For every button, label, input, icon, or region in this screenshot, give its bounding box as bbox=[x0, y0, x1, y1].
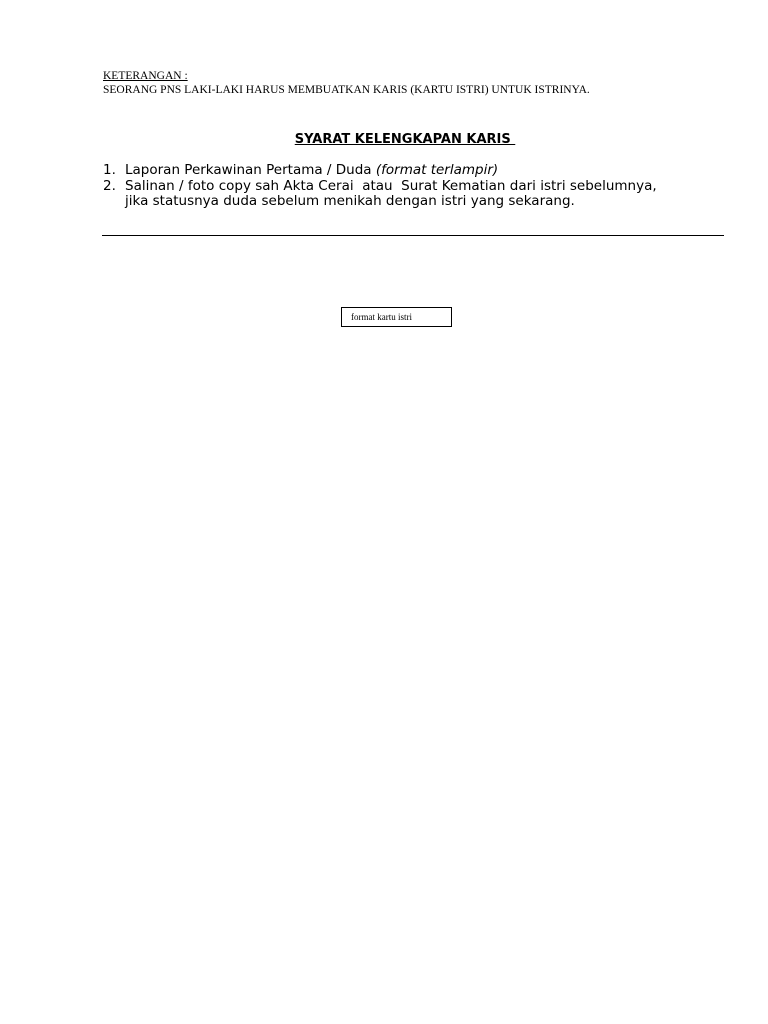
format-kartu-istri-box: format kartu istri bbox=[341, 307, 452, 327]
horizontal-divider bbox=[102, 235, 724, 236]
note-label: KETERANGAN : bbox=[103, 70, 188, 82]
list-item-number: 1. bbox=[103, 162, 116, 178]
list-item-number: 2. bbox=[103, 177, 116, 194]
list-item-line bbox=[125, 163, 728, 179]
list-item-line: Salinan / foto copy sah Akta Cerai atau Surat Kematian dari istri sebelumnya, bbox=[125, 177, 657, 194]
document-title: SYARAT KELENGKAPAN KARIS bbox=[294, 132, 516, 147]
note-text: SEORANG PNS LAKI-LAKI HARUS MEMBUATKAN KARIS (KARTU ISTRI) UNTUK ISTRINYA. bbox=[103, 84, 590, 96]
list-item bbox=[103, 179, 728, 210]
note-block bbox=[103, 69, 590, 97]
list-item-line: jika statusnya duda sebelum menikah dengan istri yang sekarang. bbox=[125, 193, 575, 209]
list-item-italic-note: (format terlampir) bbox=[375, 162, 499, 178]
list-item bbox=[103, 163, 728, 179]
requirements-list bbox=[103, 163, 728, 210]
list-item-text: Laporan Perkawinan Pertama / Duda bbox=[125, 162, 376, 178]
